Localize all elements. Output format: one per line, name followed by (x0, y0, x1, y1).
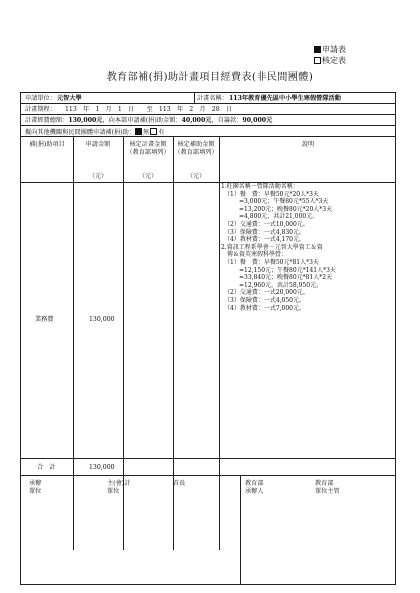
sig-head: 首長 (173, 480, 186, 487)
unit-amount: （元） (88, 173, 108, 180)
col-approved-plan: 核定計畫金額 （教育部填列） (126, 141, 170, 156)
page-title: 教育部補(捐)助計畫項目經費表(非民間團體) (106, 72, 314, 83)
other-line (25, 128, 164, 137)
apply-label: 申請表 (322, 45, 346, 54)
other-label: 擬向其他機關與民間團體申請補(捐)助： (25, 129, 136, 136)
approve-mark (314, 55, 346, 66)
budget-line: 計畫經費總額：130,000元，向本部申請補(捐)助金額：40,000元，自籌款：90,000元 (25, 117, 273, 124)
other-yes-label: 有 (158, 129, 165, 136)
col-approved-grant: 核定補助金額 （教育部填列） (174, 141, 218, 156)
sig-moe-supervisor: 教育部 單位主管 (315, 480, 340, 495)
unit-approved-plan: （元） (138, 173, 158, 180)
unit-value: 元智大學 (57, 95, 82, 102)
period-value: 113 年 1 月 1 日 至 113 年 2 月 28 日 (65, 106, 233, 113)
col-amount: 申請金額 (85, 141, 111, 148)
plan-value: 113年教育優先區中小學生寒假營隊活動 (229, 95, 341, 102)
row-item: 業務費 (35, 316, 54, 323)
approve-label: 核定表 (322, 56, 346, 65)
total-label: 合 計 (37, 464, 56, 471)
header-row-other (21, 126, 395, 137)
period-label: 計畫期程： (25, 106, 56, 113)
unit-approved-grant: （元） (186, 173, 206, 180)
sig-accounting: 主(會)計 單位 (107, 480, 131, 495)
other-no-checkbox[interactable] (135, 128, 142, 135)
apply-mark (314, 44, 346, 55)
header-row-budget (21, 115, 395, 126)
col-item: 補(捐)助項目 (29, 141, 65, 148)
column-header-row (21, 137, 395, 183)
other-yes-checkbox[interactable] (150, 128, 157, 135)
unit-label: 申請單位： (25, 95, 56, 102)
row-note: 1.旺園名稱－營隊活動名稱： （1）餐 費：早餐50元*20人*3天 =3,000元；午餐80元*55人*3天 =13,200元；晚餐80元*20人*3天 =4,800元，共計21,000元。 （2）交通費：一式10,000元。 （3）保險費：一式4,830元。 （4）教材費：一式4,170元。 2.資訊工程系學會－元智大學資工＆資 傳＆資英寒假科學營： （1）餐 費：早餐50元*81人*3天 =12,150元；午餐80元*141人*3天 =33,840元；晚餐80元*81人*2天 =12,960元，共計58,950元。 （2）交通費：一式20,000元。 （3）保險費：一式4,050元。 （4）教材費：一式7,000元。 (221, 183, 336, 312)
sig-undertaker: 承辦 單位 (29, 480, 42, 495)
approve-checkbox[interactable] (314, 57, 321, 64)
other-no-label: 無 (143, 129, 150, 136)
col-note: 說明 (301, 141, 315, 148)
total-row (21, 459, 395, 476)
total-amount: 130,000 (89, 464, 115, 471)
budget-form (20, 92, 396, 585)
sig-moe-undertaker: 教育部 承辦人 (245, 480, 264, 495)
plan-label: 計畫名稱： (197, 95, 228, 102)
header-row-unit (21, 93, 395, 104)
row-amount: 130,000 (89, 316, 115, 323)
header-row-period (21, 104, 395, 115)
apply-checkbox[interactable] (314, 46, 321, 53)
